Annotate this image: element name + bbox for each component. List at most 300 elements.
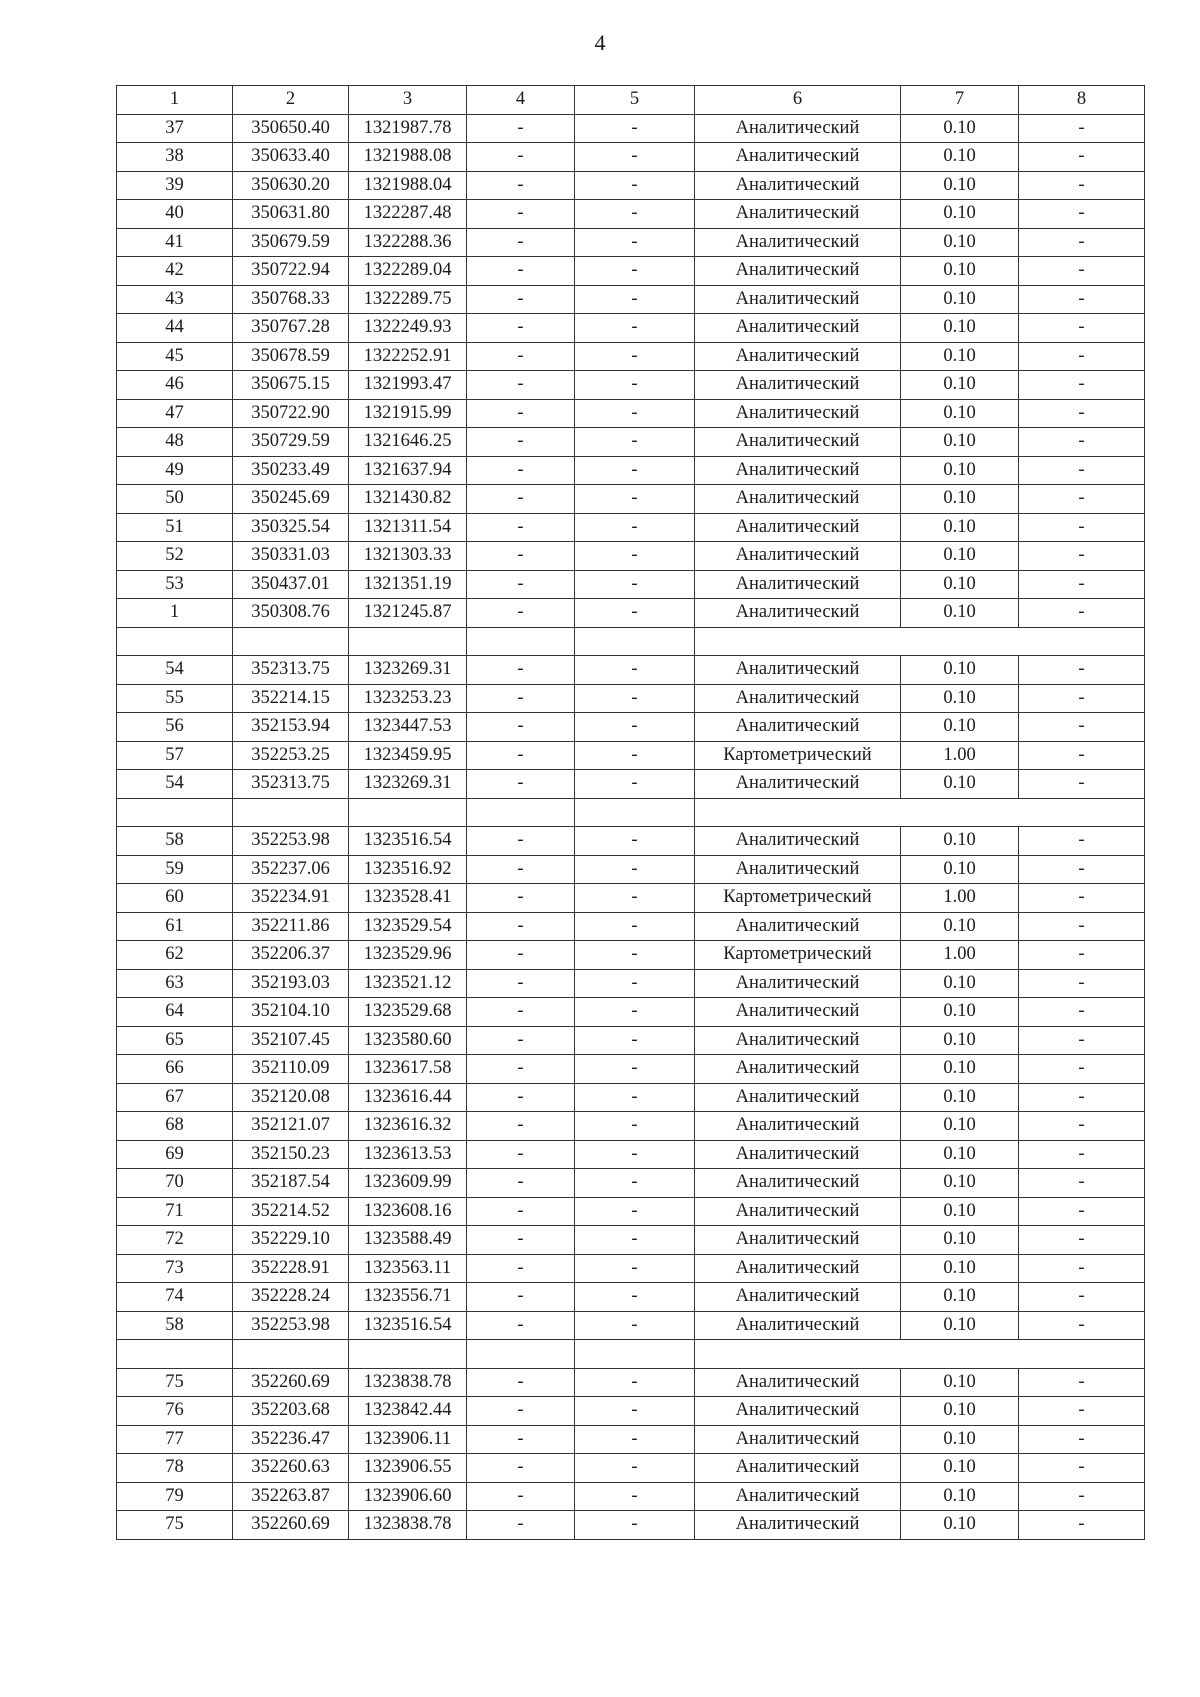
col5-cell: - <box>575 1482 695 1511</box>
col8-cell: - <box>1019 884 1145 913</box>
col8-cell: - <box>1019 513 1145 542</box>
empty-cell <box>233 798 349 827</box>
x-coordinate-cell: 352260.63 <box>233 1454 349 1483</box>
col4-cell: - <box>467 314 575 343</box>
accuracy-cell: 0.10 <box>901 342 1019 371</box>
x-coordinate-cell: 350437.01 <box>233 570 349 599</box>
coordinates-table <box>116 85 1145 1540</box>
empty-cell <box>467 1340 575 1369</box>
table-row <box>117 656 1145 685</box>
point-number-cell: 51 <box>117 513 233 542</box>
table-row <box>117 285 1145 314</box>
col5-cell: - <box>575 314 695 343</box>
empty-cell <box>467 627 575 656</box>
table-row <box>117 1112 1145 1141</box>
y-coordinate-cell: 1321646.25 <box>349 428 467 457</box>
point-number-cell: 54 <box>117 770 233 799</box>
point-number-cell: 58 <box>117 1311 233 1340</box>
table-row <box>117 1140 1145 1169</box>
empty-cell <box>575 1340 695 1369</box>
col4-cell: - <box>467 1283 575 1312</box>
point-number-cell: 45 <box>117 342 233 371</box>
col5-cell: - <box>575 1083 695 1112</box>
point-number-cell: 62 <box>117 941 233 970</box>
table-row <box>117 1511 1145 1540</box>
col8-cell: - <box>1019 456 1145 485</box>
table-row <box>117 114 1145 143</box>
col8-cell: - <box>1019 428 1145 457</box>
point-number-cell: 52 <box>117 542 233 571</box>
x-coordinate-cell: 350325.54 <box>233 513 349 542</box>
point-number-cell: 58 <box>117 827 233 856</box>
y-coordinate-cell: 1323588.49 <box>349 1226 467 1255</box>
point-number-cell: 63 <box>117 969 233 998</box>
col5-cell: - <box>575 1226 695 1255</box>
col8-cell: - <box>1019 285 1145 314</box>
table-row <box>117 143 1145 172</box>
y-coordinate-cell: 1323447.53 <box>349 713 467 742</box>
method-cell: Аналитический <box>695 171 901 200</box>
col4-cell: - <box>467 1482 575 1511</box>
y-coordinate-cell: 1323613.53 <box>349 1140 467 1169</box>
col4-cell: - <box>467 684 575 713</box>
x-coordinate-cell: 352110.09 <box>233 1055 349 1084</box>
col8-cell: - <box>1019 171 1145 200</box>
col4-cell: - <box>467 827 575 856</box>
col8-cell: - <box>1019 1397 1145 1426</box>
empty-cell <box>349 798 467 827</box>
table-row <box>117 1197 1145 1226</box>
y-coordinate-cell: 1323563.11 <box>349 1254 467 1283</box>
col8-cell: - <box>1019 1055 1145 1084</box>
y-coordinate-cell: 1321988.04 <box>349 171 467 200</box>
point-number-cell: 65 <box>117 1026 233 1055</box>
col5-cell: - <box>575 1254 695 1283</box>
col4-cell: - <box>467 1112 575 1141</box>
x-coordinate-cell: 352237.06 <box>233 855 349 884</box>
col5-cell: - <box>575 969 695 998</box>
x-coordinate-cell: 352107.45 <box>233 1026 349 1055</box>
table-row <box>117 912 1145 941</box>
col4-cell: - <box>467 1311 575 1340</box>
col5-cell: - <box>575 285 695 314</box>
point-number-cell: 1 <box>117 599 233 628</box>
method-cell: Аналитический <box>695 257 901 286</box>
x-coordinate-cell: 352260.69 <box>233 1511 349 1540</box>
x-coordinate-cell: 352253.98 <box>233 827 349 856</box>
method-cell: Аналитический <box>695 1425 901 1454</box>
accuracy-cell: 0.10 <box>901 1397 1019 1426</box>
point-number-cell: 40 <box>117 200 233 229</box>
point-number-cell: 70 <box>117 1169 233 1198</box>
accuracy-cell: 0.10 <box>901 599 1019 628</box>
x-coordinate-cell: 350678.59 <box>233 342 349 371</box>
accuracy-cell: 0.10 <box>901 1368 1019 1397</box>
col8-cell: - <box>1019 855 1145 884</box>
accuracy-cell: 0.10 <box>901 314 1019 343</box>
method-cell: Аналитический <box>695 1254 901 1283</box>
table-row <box>117 257 1145 286</box>
y-coordinate-cell: 1322289.75 <box>349 285 467 314</box>
point-number-cell: 44 <box>117 314 233 343</box>
point-number-cell: 71 <box>117 1197 233 1226</box>
table-row <box>117 770 1145 799</box>
accuracy-cell: 0.10 <box>901 656 1019 685</box>
x-coordinate-cell: 350729.59 <box>233 428 349 457</box>
table-row <box>117 969 1145 998</box>
point-number-cell: 72 <box>117 1226 233 1255</box>
method-cell: Аналитический <box>695 1368 901 1397</box>
col8-cell: - <box>1019 770 1145 799</box>
method-cell: Аналитический <box>695 998 901 1027</box>
col4-cell: - <box>467 1511 575 1540</box>
col8-cell: - <box>1019 1511 1145 1540</box>
col8-cell: - <box>1019 1482 1145 1511</box>
method-cell: Аналитический <box>695 371 901 400</box>
table-row <box>117 1283 1145 1312</box>
accuracy-cell: 0.10 <box>901 143 1019 172</box>
col8-cell: - <box>1019 1425 1145 1454</box>
method-cell: Аналитический <box>695 570 901 599</box>
table-header-row <box>117 86 1145 115</box>
table-row <box>117 1169 1145 1198</box>
empty-cell <box>349 1340 467 1369</box>
col5-cell: - <box>575 371 695 400</box>
point-number-cell: 56 <box>117 713 233 742</box>
col4-cell: - <box>467 1226 575 1255</box>
table-row <box>117 884 1145 913</box>
method-cell: Аналитический <box>695 656 901 685</box>
col5-cell: - <box>575 513 695 542</box>
x-coordinate-cell: 352203.68 <box>233 1397 349 1426</box>
accuracy-cell: 0.10 <box>901 542 1019 571</box>
x-coordinate-cell: 352104.10 <box>233 998 349 1027</box>
empty-cell <box>695 798 1145 827</box>
col5-cell: - <box>575 428 695 457</box>
point-number-cell: 49 <box>117 456 233 485</box>
point-number-cell: 43 <box>117 285 233 314</box>
empty-cell <box>695 627 1145 656</box>
col5-cell: - <box>575 599 695 628</box>
col4-cell: - <box>467 884 575 913</box>
table-row <box>117 171 1145 200</box>
col5-cell: - <box>575 855 695 884</box>
col4-cell: - <box>467 1368 575 1397</box>
method-cell: Аналитический <box>695 342 901 371</box>
header-cell: 6 <box>695 86 901 115</box>
accuracy-cell: 0.10 <box>901 1140 1019 1169</box>
y-coordinate-cell: 1323528.41 <box>349 884 467 913</box>
accuracy-cell: 0.10 <box>901 1112 1019 1141</box>
point-number-cell: 67 <box>117 1083 233 1112</box>
col4-cell: - <box>467 143 575 172</box>
col4-cell: - <box>467 770 575 799</box>
y-coordinate-cell: 1321311.54 <box>349 513 467 542</box>
method-cell: Аналитический <box>695 1283 901 1312</box>
table-row <box>117 542 1145 571</box>
accuracy-cell: 0.10 <box>901 969 1019 998</box>
point-number-cell: 75 <box>117 1368 233 1397</box>
col8-cell: - <box>1019 485 1145 514</box>
col8-cell: - <box>1019 998 1145 1027</box>
x-coordinate-cell: 352236.47 <box>233 1425 349 1454</box>
accuracy-cell: 0.10 <box>901 200 1019 229</box>
accuracy-cell: 0.10 <box>901 171 1019 200</box>
x-coordinate-cell: 352228.91 <box>233 1254 349 1283</box>
method-cell: Аналитический <box>695 513 901 542</box>
col5-cell: - <box>575 1026 695 1055</box>
y-coordinate-cell: 1321430.82 <box>349 485 467 514</box>
table-row <box>117 713 1145 742</box>
col4-cell: - <box>467 1140 575 1169</box>
col4-cell: - <box>467 285 575 314</box>
col5-cell: - <box>575 456 695 485</box>
col5-cell: - <box>575 542 695 571</box>
x-coordinate-cell: 352187.54 <box>233 1169 349 1198</box>
col5-cell: - <box>575 656 695 685</box>
x-coordinate-cell: 350245.69 <box>233 485 349 514</box>
y-coordinate-cell: 1323516.92 <box>349 855 467 884</box>
method-cell: Аналитический <box>695 1026 901 1055</box>
method-cell: Аналитический <box>695 1454 901 1483</box>
point-number-cell: 50 <box>117 485 233 514</box>
point-number-cell: 61 <box>117 912 233 941</box>
point-number-cell: 64 <box>117 998 233 1027</box>
accuracy-cell: 0.10 <box>901 1482 1019 1511</box>
col5-cell: - <box>575 1311 695 1340</box>
col8-cell: - <box>1019 114 1145 143</box>
y-coordinate-cell: 1323906.60 <box>349 1482 467 1511</box>
point-number-cell: 73 <box>117 1254 233 1283</box>
method-cell: Аналитический <box>695 855 901 884</box>
y-coordinate-cell: 1323616.44 <box>349 1083 467 1112</box>
col8-cell: - <box>1019 1311 1145 1340</box>
method-cell: Аналитический <box>695 200 901 229</box>
point-number-cell: 39 <box>117 171 233 200</box>
col4-cell: - <box>467 1169 575 1198</box>
empty-cell <box>233 1340 349 1369</box>
table-row <box>117 1311 1145 1340</box>
separator-row <box>117 627 1145 656</box>
col8-cell: - <box>1019 1197 1145 1226</box>
y-coordinate-cell: 1323459.95 <box>349 741 467 770</box>
accuracy-cell: 0.10 <box>901 1055 1019 1084</box>
table-row <box>117 1482 1145 1511</box>
method-cell: Аналитический <box>695 114 901 143</box>
x-coordinate-cell: 352234.91 <box>233 884 349 913</box>
col8-cell: - <box>1019 941 1145 970</box>
table-row <box>117 570 1145 599</box>
accuracy-cell: 0.10 <box>901 1026 1019 1055</box>
col5-cell: - <box>575 570 695 599</box>
table-row <box>117 1226 1145 1255</box>
accuracy-cell: 0.10 <box>901 684 1019 713</box>
col5-cell: - <box>575 1197 695 1226</box>
header-cell: 4 <box>467 86 575 115</box>
col5-cell: - <box>575 741 695 770</box>
col5-cell: - <box>575 770 695 799</box>
y-coordinate-cell: 1321351.19 <box>349 570 467 599</box>
col8-cell: - <box>1019 1254 1145 1283</box>
point-number-cell: 57 <box>117 741 233 770</box>
y-coordinate-cell: 1323842.44 <box>349 1397 467 1426</box>
col8-cell: - <box>1019 570 1145 599</box>
method-cell: Аналитический <box>695 599 901 628</box>
point-number-cell: 78 <box>117 1454 233 1483</box>
col8-cell: - <box>1019 1112 1145 1141</box>
empty-cell <box>695 1340 1145 1369</box>
empty-cell <box>575 627 695 656</box>
col8-cell: - <box>1019 684 1145 713</box>
col5-cell: - <box>575 200 695 229</box>
y-coordinate-cell: 1323580.60 <box>349 1026 467 1055</box>
y-coordinate-cell: 1322249.93 <box>349 314 467 343</box>
accuracy-cell: 0.10 <box>901 1226 1019 1255</box>
accuracy-cell: 0.10 <box>901 1454 1019 1483</box>
point-number-cell: 53 <box>117 570 233 599</box>
accuracy-cell: 0.10 <box>901 770 1019 799</box>
header-cell: 1 <box>117 86 233 115</box>
x-coordinate-cell: 352120.08 <box>233 1083 349 1112</box>
col4-cell: - <box>467 1197 575 1226</box>
header-cell: 5 <box>575 86 695 115</box>
method-cell: Аналитический <box>695 485 901 514</box>
table-row <box>117 1055 1145 1084</box>
x-coordinate-cell: 352313.75 <box>233 656 349 685</box>
point-number-cell: 47 <box>117 399 233 428</box>
col4-cell: - <box>467 371 575 400</box>
method-cell: Аналитический <box>695 1226 901 1255</box>
col5-cell: - <box>575 1511 695 1540</box>
col5-cell: - <box>575 1055 695 1084</box>
accuracy-cell: 0.10 <box>901 456 1019 485</box>
point-number-cell: 66 <box>117 1055 233 1084</box>
table-row <box>117 342 1145 371</box>
x-coordinate-cell: 350675.15 <box>233 371 349 400</box>
col5-cell: - <box>575 941 695 970</box>
accuracy-cell: 0.10 <box>901 1254 1019 1283</box>
y-coordinate-cell: 1323529.54 <box>349 912 467 941</box>
separator-row <box>117 798 1145 827</box>
method-cell: Аналитический <box>695 827 901 856</box>
accuracy-cell: 1.00 <box>901 884 1019 913</box>
y-coordinate-cell: 1322252.91 <box>349 342 467 371</box>
empty-cell <box>233 627 349 656</box>
x-coordinate-cell: 352260.69 <box>233 1368 349 1397</box>
y-coordinate-cell: 1321303.33 <box>349 542 467 571</box>
x-coordinate-cell: 352263.87 <box>233 1482 349 1511</box>
accuracy-cell: 1.00 <box>901 941 1019 970</box>
col8-cell: - <box>1019 912 1145 941</box>
x-coordinate-cell: 350233.49 <box>233 456 349 485</box>
x-coordinate-cell: 350768.33 <box>233 285 349 314</box>
accuracy-cell: 1.00 <box>901 741 1019 770</box>
accuracy-cell: 0.10 <box>901 371 1019 400</box>
header-cell: 3 <box>349 86 467 115</box>
col5-cell: - <box>575 228 695 257</box>
accuracy-cell: 0.10 <box>901 513 1019 542</box>
y-coordinate-cell: 1323529.96 <box>349 941 467 970</box>
method-cell: Картометрический <box>695 741 901 770</box>
col5-cell: - <box>575 171 695 200</box>
method-cell: Аналитический <box>695 1083 901 1112</box>
y-coordinate-cell: 1321987.78 <box>349 114 467 143</box>
col4-cell: - <box>467 228 575 257</box>
table-row <box>117 1368 1145 1397</box>
empty-cell <box>117 798 233 827</box>
col5-cell: - <box>575 114 695 143</box>
col5-cell: - <box>575 143 695 172</box>
y-coordinate-cell: 1321245.87 <box>349 599 467 628</box>
col5-cell: - <box>575 1368 695 1397</box>
col4-cell: - <box>467 485 575 514</box>
col4-cell: - <box>467 399 575 428</box>
y-coordinate-cell: 1323516.54 <box>349 827 467 856</box>
method-cell: Аналитический <box>695 399 901 428</box>
point-number-cell: 54 <box>117 656 233 685</box>
y-coordinate-cell: 1323556.71 <box>349 1283 467 1312</box>
col8-cell: - <box>1019 1026 1145 1055</box>
y-coordinate-cell: 1323838.78 <box>349 1368 467 1397</box>
col4-cell: - <box>467 342 575 371</box>
table-row <box>117 1083 1145 1112</box>
col5-cell: - <box>575 884 695 913</box>
y-coordinate-cell: 1323617.58 <box>349 1055 467 1084</box>
col4-cell: - <box>467 998 575 1027</box>
x-coordinate-cell: 352214.15 <box>233 684 349 713</box>
accuracy-cell: 0.10 <box>901 1083 1019 1112</box>
point-number-cell: 48 <box>117 428 233 457</box>
col8-cell: - <box>1019 1283 1145 1312</box>
table-body <box>117 86 1145 1540</box>
table-row <box>117 741 1145 770</box>
method-cell: Аналитический <box>695 1482 901 1511</box>
y-coordinate-cell: 1321988.08 <box>349 143 467 172</box>
method-cell: Аналитический <box>695 713 901 742</box>
method-cell: Картометрический <box>695 941 901 970</box>
col5-cell: - <box>575 827 695 856</box>
accuracy-cell: 0.10 <box>901 257 1019 286</box>
point-number-cell: 76 <box>117 1397 233 1426</box>
method-cell: Аналитический <box>695 285 901 314</box>
accuracy-cell: 0.10 <box>901 1425 1019 1454</box>
col4-cell: - <box>467 713 575 742</box>
col8-cell: - <box>1019 228 1145 257</box>
table-row <box>117 998 1145 1027</box>
point-number-cell: 79 <box>117 1482 233 1511</box>
y-coordinate-cell: 1323906.11 <box>349 1425 467 1454</box>
col5-cell: - <box>575 1397 695 1426</box>
x-coordinate-cell: 352253.98 <box>233 1311 349 1340</box>
method-cell: Аналитический <box>695 684 901 713</box>
method-cell: Аналитический <box>695 969 901 998</box>
y-coordinate-cell: 1323906.55 <box>349 1454 467 1483</box>
col8-cell: - <box>1019 969 1145 998</box>
table-row <box>117 941 1145 970</box>
empty-cell <box>575 798 695 827</box>
accuracy-cell: 0.10 <box>901 998 1019 1027</box>
col8-cell: - <box>1019 399 1145 428</box>
x-coordinate-cell: 350631.80 <box>233 200 349 229</box>
col8-cell: - <box>1019 143 1145 172</box>
point-number-cell: 69 <box>117 1140 233 1169</box>
method-cell: Аналитический <box>695 770 901 799</box>
y-coordinate-cell: 1321915.99 <box>349 399 467 428</box>
x-coordinate-cell: 352121.07 <box>233 1112 349 1141</box>
col5-cell: - <box>575 912 695 941</box>
method-cell: Аналитический <box>695 1112 901 1141</box>
y-coordinate-cell: 1322287.48 <box>349 200 467 229</box>
